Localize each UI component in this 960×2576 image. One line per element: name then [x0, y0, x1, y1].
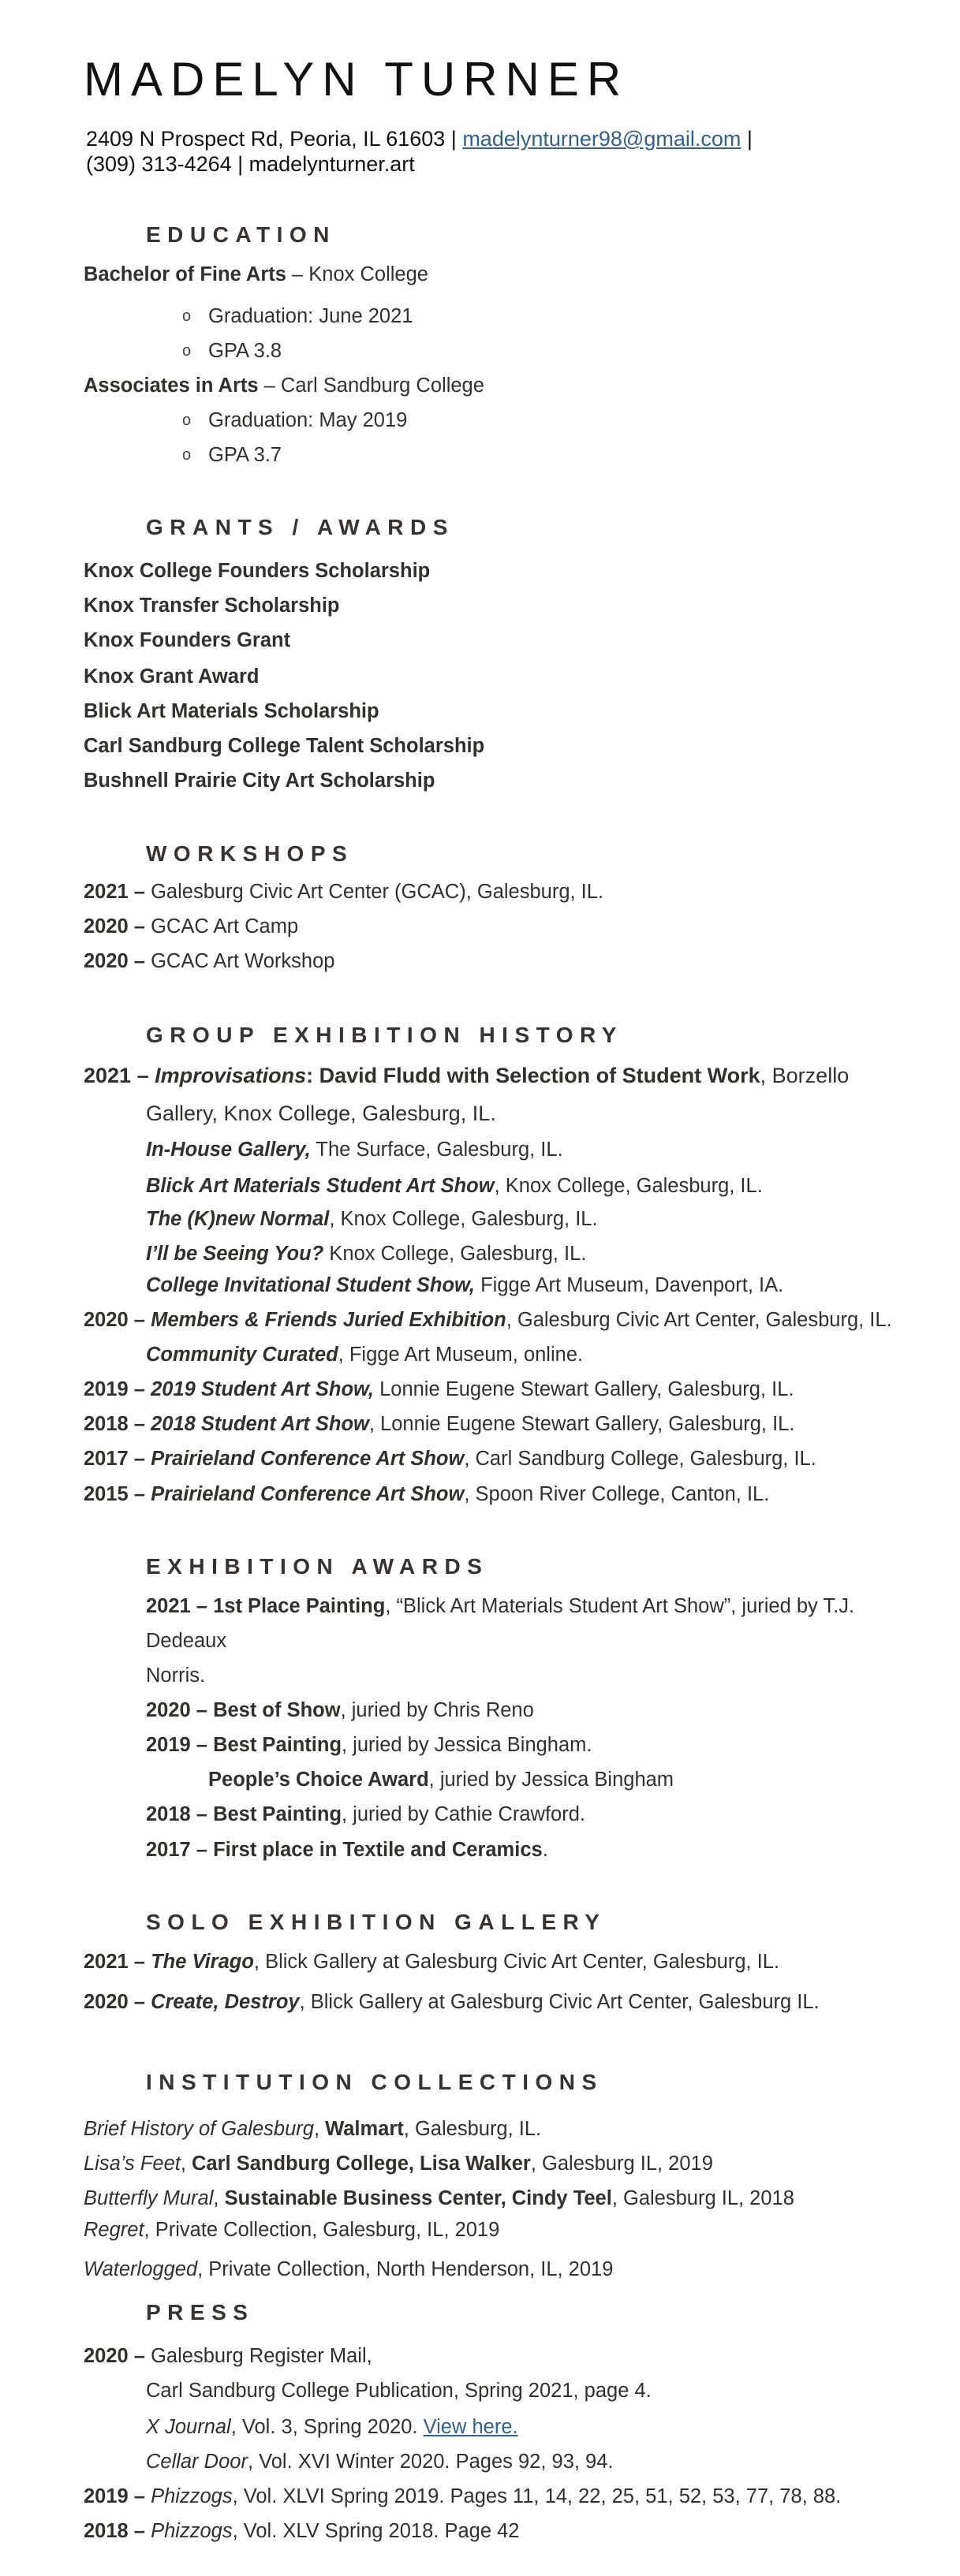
exhibition-awards-entry [146, 1834, 548, 1866]
institution-collections-entry [84, 2183, 794, 2214]
text-segment: Bushnell Prairie City Art Scholarship [84, 770, 435, 792]
text-segment: 2018 – [84, 1413, 151, 1435]
section-heading-exhibition-awards: EXHIBITION AWARDS [146, 1554, 489, 1579]
press-entry [146, 2375, 652, 2406]
education-entry [182, 404, 408, 436]
section-heading-solo-exhibition-gallery: SOLO EXHIBITION GALLERY [146, 1910, 607, 1934]
text-segment: Carl Sandburg College Publication, Spring 2021, page 4. [146, 2380, 652, 2402]
bullet-icon: o [182, 446, 192, 464]
link[interactable]: madelynturner98@gmail.com [462, 127, 741, 151]
text-segment: Gallery, Knox College, Galesburg, IL. [146, 1102, 496, 1125]
text-segment: I’ll be Seeing You? [146, 1243, 324, 1265]
text-segment: 2021 – [84, 881, 145, 903]
text-segment: Sustainable Business Center, Cindy Teel [224, 2187, 612, 2209]
text-segment: , Blick Gallery at Galesburg Civic Art Center, Galesburg IL. [299, 1991, 820, 2013]
solo-exhibition-gallery-entry [84, 1946, 779, 1978]
text-segment: 2409 N Prospect Rd, Peoria, IL 61603 | [86, 127, 463, 151]
exhibition-awards-entry [146, 1625, 226, 1657]
text-segment: Prairieland Conference Art Show [151, 1448, 465, 1470]
text-segment: , Knox College, Galesburg, IL. [329, 1208, 598, 1230]
institution-collections-entry [84, 2148, 713, 2179]
text-segment: 2020 – [84, 1309, 151, 1331]
grants-awards-entry [84, 555, 430, 587]
workshops-entry [84, 945, 334, 977]
text-segment: 2020 – [84, 1991, 151, 2013]
section-heading-institution-collections: INSTITUTION COLLECTIONS [146, 2070, 603, 2094]
text-segment: 2020 – [84, 915, 145, 938]
bullet-icon: o [182, 342, 192, 360]
education-entry [84, 259, 428, 290]
text-segment: Cellar Door [146, 2451, 248, 2473]
text-segment: Lisa’s Feet [84, 2153, 181, 2175]
group-exhibition-history-entry [146, 1269, 783, 1301]
education-entry [84, 370, 484, 401]
education-entry [182, 300, 413, 332]
text-segment: Regret [84, 2219, 144, 2241]
grants-awards-entry [84, 661, 259, 692]
group-exhibition-history-entry [146, 1170, 763, 1202]
workshops-entry [84, 876, 603, 908]
text-segment: Community Curated [146, 1344, 338, 1366]
exhibition-awards-entry [146, 1729, 592, 1761]
group-exhibition-history-entry [84, 1443, 816, 1474]
press-entry [84, 2340, 372, 2372]
text-segment: 2019 Student Art Show, [151, 1378, 374, 1400]
text-segment: , juried by Jessica Bingham [428, 1769, 674, 1791]
group-exhibition-history-entry [146, 1134, 563, 1165]
text-segment: Lonnie Eugene Stewart Gallery, Galesburg, IL. [374, 1378, 794, 1400]
grants-awards-entry [84, 765, 435, 796]
text-segment: Carl Sandburg College Talent Scholarship [84, 735, 485, 757]
text-segment: (309) 313-4264 | madelynturner.art [86, 152, 415, 176]
group-exhibition-history-entry [84, 1408, 794, 1440]
group-exhibition-history-entry [84, 1374, 794, 1405]
exhibition-awards-entry [146, 1799, 585, 1830]
section-heading-press: PRESS [146, 2300, 255, 2324]
text-segment: Galesburg Civic Art Center (GCAC), Galesburg, IL. [145, 881, 604, 903]
text-segment: Members & Friends Juried Exhibition [151, 1309, 506, 1331]
text-segment: GCAC Art Workshop [145, 950, 335, 972]
text-segment: Prairieland Conference Art Show [151, 1483, 465, 1505]
text-segment: 2021 – 1st Place Painting [146, 1595, 386, 1617]
exhibition-awards-entry [146, 1694, 534, 1726]
text-segment: . [542, 1839, 548, 1861]
section-heading-grants-awards: GRANTS / AWARDS [146, 515, 454, 539]
text-segment: 2017 – [84, 1448, 151, 1470]
text-segment: , [180, 2153, 192, 2175]
text-segment: Carl Sandburg College, Lisa Walker [192, 2153, 531, 2175]
exhibition-awards-entry [208, 1764, 674, 1795]
text-segment: Knox Founders Grant [84, 629, 291, 651]
text-segment: , Private Collection, North Henderson, IL, 2019 [197, 2258, 614, 2280]
text-segment: , Lonnie Eugene Stewart Gallery, Galesburg, IL. [368, 1413, 795, 1435]
text-segment: 2018 Student Art Show [151, 1413, 369, 1435]
text-segment: In-House Gallery, [146, 1139, 311, 1161]
text-segment: People’s Choice Award [208, 1769, 429, 1791]
text-segment: Knox Grant Award [84, 665, 260, 688]
text-segment: , juried by Cathie Crawford. [342, 1803, 585, 1825]
text-segment: Dedeaux [146, 1630, 227, 1652]
section-heading-education: EDUCATION [146, 222, 336, 247]
grants-awards-entry [84, 624, 290, 656]
text-segment: , Private Collection, Galesburg, IL, 2019 [144, 2219, 500, 2241]
text-segment: Graduation: June 2021 [208, 305, 413, 327]
text-segment: Phizzogs [151, 2520, 233, 2542]
text-segment: , [213, 2187, 225, 2209]
text-segment: Waterlogged [84, 2258, 198, 2280]
text-segment: Brief History of Galesburg [84, 2118, 314, 2140]
text-segment: , Vol. 3, Spring 2020. [230, 2416, 424, 2438]
institution-collections-entry [84, 2214, 499, 2246]
text-segment: 2019 – [84, 1378, 151, 1400]
group-exhibition-history-entry [146, 1098, 496, 1129]
contact-line-phone-website [86, 148, 415, 180]
grants-awards-entry [84, 730, 484, 762]
text-segment: , Galesburg IL, 2018 [611, 2187, 794, 2209]
text-segment: | [741, 127, 753, 151]
text-segment: , Vol. XLVI Spring 2019. Pages 11, 14, 22, 25, 51, 52, 53, 77, 78, 88. [232, 2485, 842, 2507]
text-segment: Walmart [325, 2118, 404, 2140]
text-segment: Improvisations [155, 1064, 307, 1087]
exhibition-awards-entry [146, 1660, 205, 1691]
text-segment: Associates in Arts [84, 375, 259, 397]
education-entry [182, 439, 282, 471]
text-segment: 2019 – [84, 2485, 145, 2507]
text-segment: , Galesburg IL, 2019 [530, 2153, 713, 2175]
text-segment: GPA 3.8 [208, 340, 282, 362]
group-exhibition-history-entry [146, 1339, 583, 1370]
text-segment: Graduation: May 2019 [208, 409, 408, 431]
text-segment: Butterfly Mural [84, 2187, 214, 2209]
text-segment: Create, Destroy [151, 1991, 300, 2013]
link[interactable]: View here. [423, 2416, 518, 2438]
text-segment: , Knox College, Galesburg, IL. [494, 1175, 763, 1197]
bullet-icon: o [182, 308, 192, 325]
text-segment: 2017 – First place in Textile and Ceramics [146, 1839, 543, 1861]
group-exhibition-history-entry [146, 1203, 598, 1235]
institution-collections-entry [84, 2254, 613, 2285]
text-segment: Knox College, Galesburg, IL. [323, 1243, 587, 1265]
text-segment: 2020 – [84, 950, 145, 972]
text-segment: , Vol. XLV Spring 2018. Page 42 [232, 2520, 520, 2542]
text-segment: , [313, 2118, 326, 2140]
text-segment: Knox College Founders Scholarship [84, 560, 431, 582]
text-segment: , Spoon River College, Canton, IL. [464, 1483, 770, 1505]
group-exhibition-history-entry [84, 1060, 849, 1091]
text-segment: Bachelor of Fine Arts [84, 263, 286, 285]
text-segment: 2018 – [84, 2520, 145, 2542]
text-segment: Galesburg Register Mail, [145, 2345, 372, 2367]
workshops-entry [84, 911, 298, 942]
text-segment: The (K)new Normal [146, 1208, 330, 1230]
text-segment: , juried by Chris Reno [340, 1699, 534, 1721]
text-segment: GPA 3.7 [208, 444, 282, 466]
text-segment: GCAC Art Camp [145, 915, 299, 938]
press-entry [146, 2446, 614, 2477]
text-segment: 2021 – [84, 1951, 151, 1973]
text-segment: – Carl Sandburg College [258, 375, 484, 397]
text-segment: Figge Art Museum, Davenport, IA. [475, 1274, 784, 1296]
text-segment: : David Fludd with Selection of Student Work [306, 1064, 760, 1087]
grants-awards-entry [84, 695, 379, 727]
text-segment: , Figge Art Museum, online. [338, 1344, 584, 1366]
text-segment: , Blick Gallery at Galesburg Civic Art Center, Galesburg, IL. [253, 1951, 780, 1973]
text-segment: The Virago [151, 1951, 254, 1973]
text-segment: Knox Transfer Scholarship [84, 595, 340, 617]
text-segment: Blick Art Materials Scholarship [84, 700, 379, 722]
text-segment: , Galesburg, IL. [403, 2118, 542, 2140]
text-segment: College Invitational Student Show, [146, 1274, 475, 1296]
text-segment: – Knox College [286, 263, 428, 285]
text-segment: Norris. [146, 1665, 206, 1687]
text-segment: Phizzogs [151, 2485, 233, 2507]
press-entry [146, 2411, 518, 2443]
text-segment: 2018 – Best Painting [146, 1803, 342, 1825]
text-segment: X Journal [146, 2416, 231, 2438]
group-exhibition-history-entry [146, 1238, 586, 1269]
group-exhibition-history-entry [84, 1478, 769, 1510]
text-segment: , Vol. XVI Winter 2020. Pages 92, 93, 94. [247, 2451, 614, 2473]
education-entry [182, 335, 282, 367]
text-segment: 2020 – Best of Show [146, 1699, 341, 1721]
text-segment: 2021 – [84, 1064, 155, 1087]
resume-name: MADELYN TURNER [84, 53, 629, 106]
bullet-icon: o [182, 412, 192, 429]
press-entry [84, 2481, 841, 2512]
text-segment: , Borzello [760, 1064, 850, 1087]
text-segment: , juried by Jessica Bingham. [342, 1734, 592, 1756]
group-exhibition-history-entry [84, 1304, 892, 1336]
text-segment: , Galesburg Civic Art Center, Galesburg, IL. [506, 1309, 892, 1331]
grants-awards-entry [84, 590, 340, 621]
section-heading-group-exhibition-history: GROUP EXHIBITION HISTORY [146, 1023, 623, 1047]
text-segment: 2015 – [84, 1483, 151, 1505]
text-segment: Blick Art Materials Student Art Show [146, 1175, 495, 1197]
text-segment: 2019 – Best Painting [146, 1734, 342, 1756]
press-entry [84, 2515, 519, 2547]
text-segment: , Carl Sandburg College, Galesburg, IL. [464, 1448, 816, 1470]
solo-exhibition-gallery-entry [84, 1986, 820, 2018]
text-segment: The Surface, Galesburg, IL. [310, 1139, 563, 1161]
institution-collections-entry [84, 2113, 541, 2145]
exhibition-awards-entry [146, 1590, 854, 1622]
text-segment: , “Blick Art Materials Student Art Show”, juried by T.J. [385, 1595, 855, 1617]
text-segment: 2020 – [84, 2345, 145, 2367]
section-heading-workshops: WORKSHOPS [146, 841, 354, 866]
